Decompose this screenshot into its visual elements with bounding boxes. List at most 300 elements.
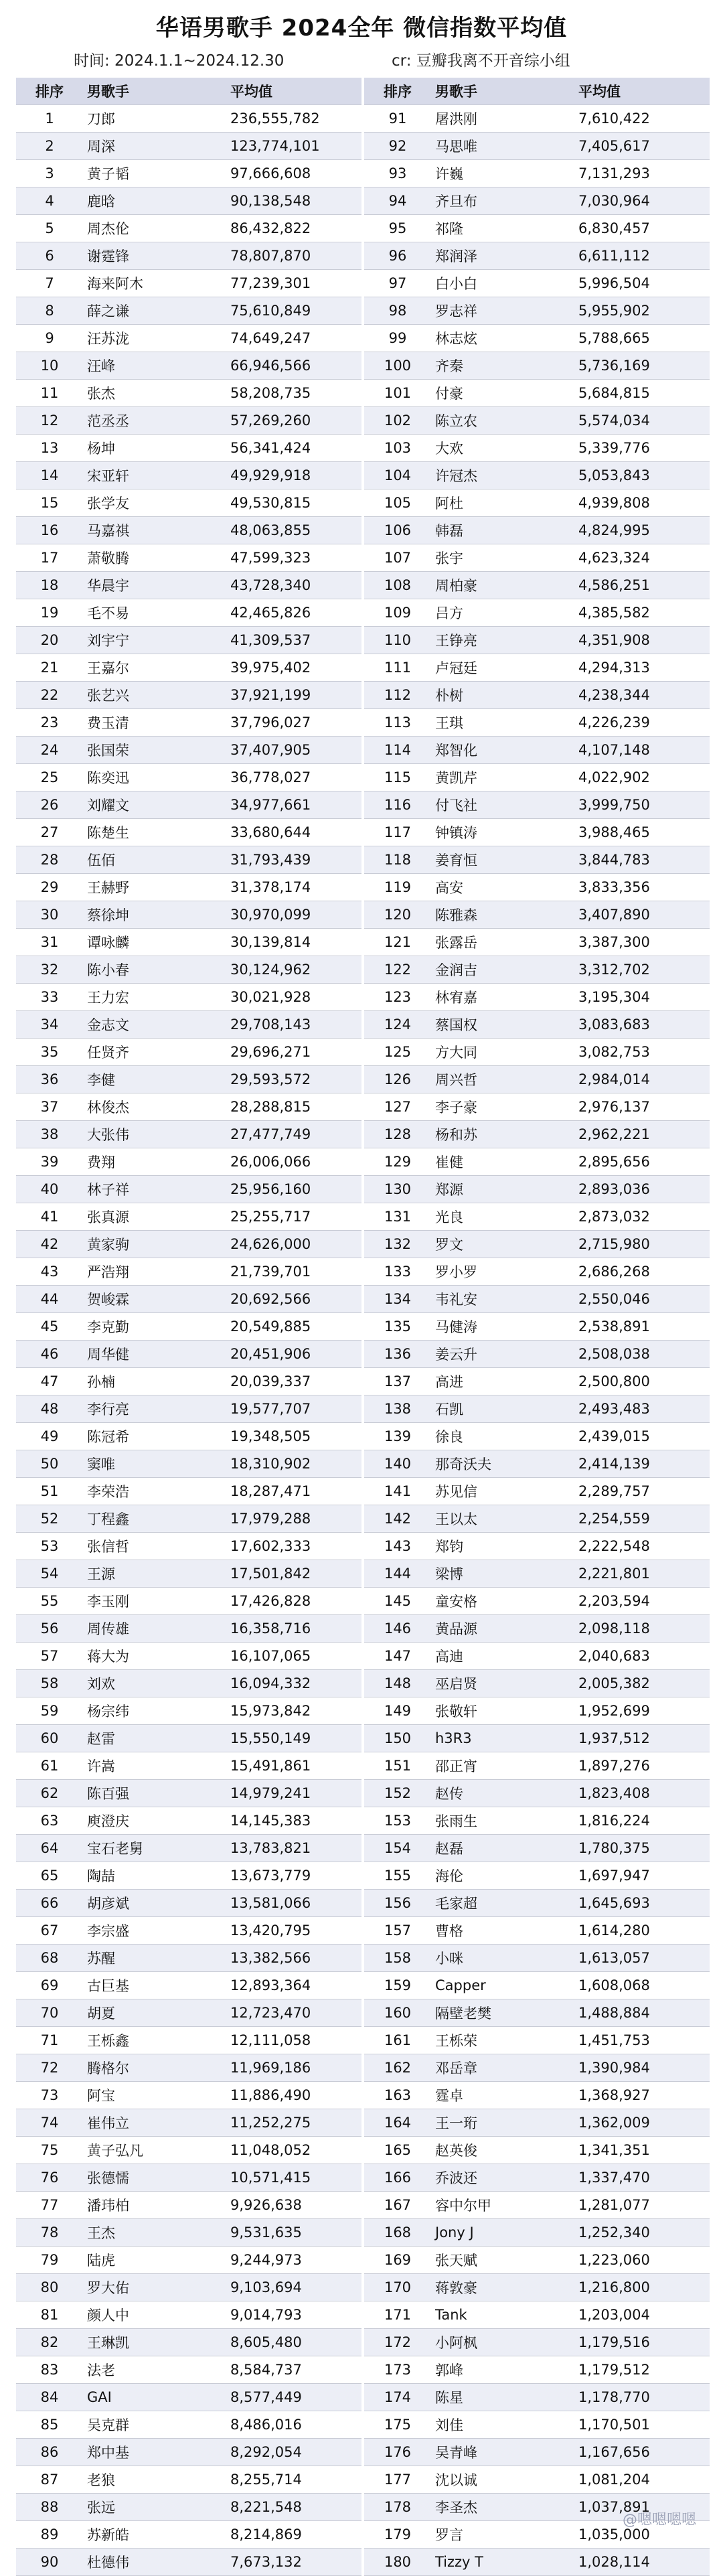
average-value-cell: 1,179,516 [576, 2329, 710, 2356]
rank-cell: 104 [364, 462, 431, 489]
rank-cell: 43 [16, 1258, 83, 1286]
average-value-cell: 5,736,169 [576, 352, 710, 380]
rank-cell: 150 [364, 1725, 431, 1752]
table-row [364, 1615, 710, 1643]
rank-cell: 162 [364, 2054, 431, 2082]
table-row [16, 1341, 362, 1368]
singer-name-cell: 李子豪 [431, 1093, 576, 1121]
average-value-cell: 57,269,260 [228, 407, 362, 435]
singer-name-cell: 蔡国权 [431, 1011, 576, 1039]
rank-cell: 16 [16, 517, 83, 544]
rank-cell: 166 [364, 2164, 431, 2192]
rank-cell: 73 [16, 2082, 83, 2109]
rank-cell: 141 [364, 1478, 431, 1505]
singer-name-cell: 苏见信 [431, 1478, 576, 1505]
table-row [364, 1670, 710, 1697]
rank-cell: 12 [16, 407, 83, 435]
rank-cell: 86 [16, 2439, 83, 2466]
table-row [16, 407, 362, 435]
average-value-cell: 3,407,890 [576, 901, 710, 929]
singer-name-cell: Tank [431, 2301, 576, 2329]
average-value-cell: 2,222,548 [576, 1533, 710, 1560]
average-value-cell: 11,048,052 [228, 2137, 362, 2164]
average-value-cell: 20,039,337 [228, 1368, 362, 1395]
singer-name-cell: 王一珩 [431, 2109, 576, 2137]
rank-cell: 49 [16, 1423, 83, 1450]
table-row [16, 435, 362, 462]
rank-cell: 29 [16, 874, 83, 901]
rank-cell: 52 [16, 1505, 83, 1533]
table-row [16, 1258, 362, 1286]
rank-cell: 5 [16, 215, 83, 242]
rank-cell: 153 [364, 1807, 431, 1835]
table-row [16, 1670, 362, 1697]
singer-name-cell: 齐旦布 [431, 187, 576, 215]
average-value-cell: 19,348,505 [228, 1423, 362, 1450]
rank-cell: 102 [364, 407, 431, 435]
table-row [364, 599, 710, 627]
singer-name-cell: 李圣杰 [431, 2494, 576, 2521]
average-value-cell: 8,605,480 [228, 2329, 362, 2356]
rank-cell: 74 [16, 2109, 83, 2137]
average-value-cell: 1,697,947 [576, 1862, 710, 1890]
average-value-cell: 1,645,693 [576, 1890, 710, 1917]
average-value-cell: 3,833,356 [576, 874, 710, 901]
rank-cell: 132 [364, 1231, 431, 1258]
average-value-cell: 9,103,694 [228, 2274, 362, 2301]
table-row [16, 160, 362, 187]
singer-name-cell: 梁博 [431, 1560, 576, 1588]
singer-name-cell: 霆卓 [431, 2082, 576, 2109]
average-value-cell: 2,895,656 [576, 1148, 710, 1176]
table-row [364, 1176, 710, 1203]
average-value-cell: 66,946,566 [228, 352, 362, 380]
rank-cell: 27 [16, 819, 83, 846]
singer-name-cell: 胡彦斌 [83, 1890, 228, 1917]
singer-name-cell: 陈冠希 [83, 1423, 228, 1450]
average-value-cell: 4,939,808 [576, 489, 710, 517]
average-value-cell: 8,214,869 [228, 2521, 362, 2549]
average-value-cell: 3,988,465 [576, 819, 710, 846]
table-row [364, 2329, 710, 2356]
singer-name-cell: 高进 [431, 1368, 576, 1395]
table-row [16, 572, 362, 599]
average-value-cell: 2,439,015 [576, 1423, 710, 1450]
table-row [364, 2109, 710, 2137]
rank-cell: 111 [364, 654, 431, 682]
rank-cell: 168 [364, 2219, 431, 2247]
singer-name-cell: 张远 [83, 2494, 228, 2521]
table-row [16, 2219, 362, 2247]
table-row [364, 984, 710, 1011]
average-value-cell: 1,614,280 [576, 1917, 710, 1945]
table-row [364, 517, 710, 544]
rank-cell: 34 [16, 1011, 83, 1039]
rank-cell: 17 [16, 544, 83, 572]
singer-name-cell: h3R3 [431, 1725, 576, 1752]
table-row [364, 105, 710, 133]
rank-cell: 107 [364, 544, 431, 572]
table-row [16, 1231, 362, 1258]
rank-cell: 112 [364, 682, 431, 709]
table-row [364, 1450, 710, 1478]
table-row [16, 544, 362, 572]
singer-name-cell: 王琳凯 [83, 2329, 228, 2356]
singer-name-cell: 周柏豪 [431, 572, 576, 599]
average-value-cell: 1,451,753 [576, 2027, 710, 2054]
table-row [16, 1752, 362, 1780]
header-name: 男歌手 [431, 78, 576, 105]
rank-cell: 120 [364, 901, 431, 929]
rank-cell: 152 [364, 1780, 431, 1807]
singer-name-cell: 吴克群 [83, 2411, 228, 2439]
table-row [16, 325, 362, 352]
singer-name-cell: 王嘉尔 [83, 654, 228, 682]
table-row [16, 2411, 362, 2439]
average-value-cell: 20,692,566 [228, 1286, 362, 1313]
date-range: 时间: 2024.1.1~2024.12.30 [74, 52, 285, 70]
table-row [16, 1066, 362, 1093]
table-row [364, 1780, 710, 1807]
table-row [364, 2549, 710, 2576]
average-value-cell: 15,491,861 [228, 1752, 362, 1780]
rank-cell: 137 [364, 1368, 431, 1395]
average-value-cell: 1,252,340 [576, 2219, 710, 2247]
table-row [364, 1039, 710, 1066]
singer-name-cell: 沈以诚 [431, 2466, 576, 2494]
rank-cell: 125 [364, 1039, 431, 1066]
ranking-table-left [16, 78, 362, 2576]
table-row [16, 874, 362, 901]
singer-name-cell: 朴树 [431, 682, 576, 709]
table-header-row [16, 78, 362, 105]
singer-name-cell: 马嘉祺 [83, 517, 228, 544]
singer-name-cell: 胡夏 [83, 1999, 228, 2027]
average-value-cell: 9,926,638 [228, 2192, 362, 2219]
singer-name-cell: 杨宗纬 [83, 1697, 228, 1725]
table-row [364, 1643, 710, 1670]
singer-name-cell: 许冠杰 [431, 462, 576, 489]
average-value-cell: 48,063,855 [228, 517, 362, 544]
average-value-cell: 4,226,239 [576, 709, 710, 737]
table-row [364, 1533, 710, 1560]
average-value-cell: 29,708,143 [228, 1011, 362, 1039]
table-row [364, 1258, 710, 1286]
singer-name-cell: 李克勤 [83, 1313, 228, 1341]
table-row [364, 242, 710, 270]
rank-cell: 163 [364, 2082, 431, 2109]
average-value-cell: 4,385,582 [576, 599, 710, 627]
average-value-cell: 39,975,402 [228, 654, 362, 682]
average-value-cell: 42,465,826 [228, 599, 362, 627]
average-value-cell: 9,531,635 [228, 2219, 362, 2247]
singer-name-cell: 郑智化 [431, 737, 576, 764]
table-row [16, 187, 362, 215]
rank-cell: 70 [16, 1999, 83, 2027]
average-value-cell: 2,098,118 [576, 1615, 710, 1643]
singer-name-cell: 张宇 [431, 544, 576, 572]
singer-name-cell: 张信哲 [83, 1533, 228, 1560]
rank-cell: 110 [364, 627, 431, 654]
average-value-cell: 7,030,964 [576, 187, 710, 215]
singer-name-cell: 郑润泽 [431, 242, 576, 270]
rank-cell: 25 [16, 764, 83, 791]
rank-cell: 143 [364, 1533, 431, 1560]
rank-cell: 48 [16, 1395, 83, 1423]
singer-name-cell: 张德懦 [83, 2164, 228, 2192]
rank-cell: 64 [16, 1835, 83, 1862]
rank-cell: 40 [16, 1176, 83, 1203]
page-title: 华语男歌手 2024全年 微信指数平均值 [155, 15, 568, 42]
singer-name-cell: 蒋大为 [83, 1643, 228, 1670]
singer-name-cell: 伍佰 [83, 846, 228, 874]
ranking-column-left [16, 78, 359, 2576]
table-row [364, 1835, 710, 1862]
rank-cell: 53 [16, 1533, 83, 1560]
rank-cell: 59 [16, 1697, 83, 1725]
average-value-cell: 5,788,665 [576, 325, 710, 352]
average-value-cell: 37,796,027 [228, 709, 362, 737]
header-name: 男歌手 [83, 78, 228, 105]
singer-name-cell: 卢冠廷 [431, 654, 576, 682]
rank-cell: 131 [364, 1203, 431, 1231]
rank-cell: 122 [364, 956, 431, 984]
singer-name-cell: 许巍 [431, 160, 576, 187]
rank-cell: 24 [16, 737, 83, 764]
singer-name-cell: 谢霆锋 [83, 242, 228, 270]
average-value-cell: 8,577,449 [228, 2384, 362, 2411]
table-row [364, 1148, 710, 1176]
rank-cell: 15 [16, 489, 83, 517]
singer-name-cell: 周华健 [83, 1341, 228, 1368]
rank-cell: 139 [364, 1423, 431, 1450]
singer-name-cell: 颜人中 [83, 2301, 228, 2329]
average-value-cell: 49,530,815 [228, 489, 362, 517]
table-row [364, 682, 710, 709]
average-value-cell: 49,929,918 [228, 462, 362, 489]
rank-cell: 3 [16, 160, 83, 187]
singer-name-cell: 许嵩 [83, 1752, 228, 1780]
table-row [16, 1588, 362, 1615]
average-value-cell: 47,599,323 [228, 544, 362, 572]
rank-cell: 19 [16, 599, 83, 627]
rank-cell: 13 [16, 435, 83, 462]
singer-name-cell: 阿宝 [83, 2082, 228, 2109]
average-value-cell: 5,339,776 [576, 435, 710, 462]
singer-name-cell: 王源 [83, 1560, 228, 1588]
singer-name-cell: 姜云升 [431, 1341, 576, 1368]
average-value-cell: 30,139,814 [228, 929, 362, 956]
rank-cell: 128 [364, 1121, 431, 1148]
rank-cell: 149 [364, 1697, 431, 1725]
table-row [16, 2137, 362, 2164]
average-value-cell: 3,387,300 [576, 929, 710, 956]
table-row [16, 1835, 362, 1862]
average-value-cell: 2,005,382 [576, 1670, 710, 1697]
rank-cell: 119 [364, 874, 431, 901]
table-row [364, 627, 710, 654]
singer-name-cell: 宋亚轩 [83, 462, 228, 489]
average-value-cell: 1,337,470 [576, 2164, 710, 2192]
rank-cell: 51 [16, 1478, 83, 1505]
table-row [16, 654, 362, 682]
rank-cell: 61 [16, 1752, 83, 1780]
rank-cell: 11 [16, 380, 83, 407]
table-row [16, 242, 362, 270]
average-value-cell: 11,886,490 [228, 2082, 362, 2109]
rank-cell: 169 [364, 2247, 431, 2274]
average-value-cell: 18,310,902 [228, 1450, 362, 1478]
table-row [364, 2274, 710, 2301]
rank-cell: 21 [16, 654, 83, 682]
table-row [16, 1039, 362, 1066]
average-value-cell: 8,584,737 [228, 2356, 362, 2384]
rank-cell: 57 [16, 1643, 83, 1670]
rank-cell: 95 [364, 215, 431, 242]
singer-name-cell: 贺峻霖 [83, 1286, 228, 1313]
singer-name-cell: 鹿晗 [83, 187, 228, 215]
average-value-cell: 75,610,849 [228, 297, 362, 325]
average-value-cell: 1,816,224 [576, 1807, 710, 1835]
table-row [16, 1176, 362, 1203]
rank-cell: 77 [16, 2192, 83, 2219]
average-value-cell: 17,602,333 [228, 1533, 362, 1560]
table-row [16, 627, 362, 654]
singer-name-cell: 宝石老舅 [83, 1835, 228, 1862]
rank-cell: 134 [364, 1286, 431, 1313]
rank-cell: 2 [16, 133, 83, 160]
table-row [16, 2329, 362, 2356]
average-value-cell: 2,500,800 [576, 1368, 710, 1395]
rank-cell: 35 [16, 1039, 83, 1066]
rank-cell: 66 [16, 1890, 83, 1917]
average-value-cell: 56,341,424 [228, 435, 362, 462]
singer-name-cell: 张艺兴 [83, 682, 228, 709]
table-row [364, 874, 710, 901]
rank-cell: 108 [364, 572, 431, 599]
average-value-cell: 12,893,364 [228, 1972, 362, 1999]
table-row [364, 2411, 710, 2439]
table-row [364, 1945, 710, 1972]
rank-cell: 79 [16, 2247, 83, 2274]
table-row [16, 2027, 362, 2054]
average-value-cell: 6,611,112 [576, 242, 710, 270]
rank-cell: 161 [364, 2027, 431, 2054]
table-row [16, 764, 362, 791]
header-rank: 排序 [364, 78, 431, 105]
average-value-cell: 37,921,199 [228, 682, 362, 709]
average-value-cell: 4,107,148 [576, 737, 710, 764]
rank-cell: 42 [16, 1231, 83, 1258]
table-row [364, 1725, 710, 1752]
table-row [364, 2192, 710, 2219]
table-row [364, 325, 710, 352]
singer-name-cell: 腾格尔 [83, 2054, 228, 2082]
rank-cell: 105 [364, 489, 431, 517]
average-value-cell: 19,577,707 [228, 1395, 362, 1423]
singer-name-cell: 严浩翔 [83, 1258, 228, 1286]
average-value-cell: 20,549,885 [228, 1313, 362, 1341]
table-row [16, 1917, 362, 1945]
singer-name-cell: 蒋敦豪 [431, 2274, 576, 2301]
table-row [16, 352, 362, 380]
singer-name-cell: 屠洪刚 [431, 105, 576, 133]
average-value-cell: 1,937,512 [576, 1725, 710, 1752]
rank-cell: 173 [364, 2356, 431, 2384]
singer-name-cell: 曹格 [431, 1917, 576, 1945]
table-row [16, 2494, 362, 2521]
rank-cell: 180 [364, 2549, 431, 2576]
table-row [364, 1505, 710, 1533]
singer-name-cell: 陈楚生 [83, 819, 228, 846]
singer-name-cell: 林志炫 [431, 325, 576, 352]
singer-name-cell: 林俊杰 [83, 1093, 228, 1121]
table-row [364, 1341, 710, 1368]
table-row [364, 1890, 710, 1917]
table-row [16, 599, 362, 627]
table-body-right [364, 105, 710, 2576]
singer-name-cell: 苏醒 [83, 1945, 228, 1972]
average-value-cell: 25,956,160 [228, 1176, 362, 1203]
rank-cell: 156 [364, 1890, 431, 1917]
table-row [364, 2137, 710, 2164]
singer-name-cell: 小咪 [431, 1945, 576, 1972]
table-row [16, 2274, 362, 2301]
singer-name-cell: 韩磊 [431, 517, 576, 544]
rank-cell: 100 [364, 352, 431, 380]
table-row [16, 2466, 362, 2494]
table-row [364, 791, 710, 819]
rank-cell: 89 [16, 2521, 83, 2549]
table-row [16, 1780, 362, 1807]
rank-cell: 28 [16, 846, 83, 874]
rank-cell: 135 [364, 1313, 431, 1341]
singer-name-cell: 费翔 [83, 1148, 228, 1176]
table-row [16, 105, 362, 133]
singer-name-cell: 刀郎 [83, 105, 228, 133]
rank-cell: 178 [364, 2494, 431, 2521]
table-row [364, 1286, 710, 1313]
rank-cell: 147 [364, 1643, 431, 1670]
table-row [16, 270, 362, 297]
singer-name-cell: 郑钧 [431, 1533, 576, 1560]
singer-name-cell: 白小白 [431, 270, 576, 297]
average-value-cell: 11,252,275 [228, 2109, 362, 2137]
rank-cell: 126 [364, 1066, 431, 1093]
table-row [16, 929, 362, 956]
rank-cell: 142 [364, 1505, 431, 1533]
average-value-cell: 16,107,065 [228, 1643, 362, 1670]
rank-cell: 65 [16, 1862, 83, 1890]
rank-cell: 9 [16, 325, 83, 352]
rank-cell: 38 [16, 1121, 83, 1148]
average-value-cell: 29,696,271 [228, 1039, 362, 1066]
rank-cell: 175 [364, 2411, 431, 2439]
table-row [16, 380, 362, 407]
rank-cell: 26 [16, 791, 83, 819]
average-value-cell: 2,254,559 [576, 1505, 710, 1533]
table-row [364, 435, 710, 462]
watermark-text: @嗯嗯嗯嗯 [622, 2512, 696, 2528]
singer-name-cell: 大张伟 [83, 1121, 228, 1148]
rank-cell: 90 [16, 2549, 83, 2576]
table-row [364, 1121, 710, 1148]
average-value-cell: 7,405,617 [576, 133, 710, 160]
table-row [364, 2082, 710, 2109]
rank-cell: 85 [16, 2411, 83, 2439]
singer-name-cell: 黄子弘凡 [83, 2137, 228, 2164]
average-value-cell: 3,844,783 [576, 846, 710, 874]
